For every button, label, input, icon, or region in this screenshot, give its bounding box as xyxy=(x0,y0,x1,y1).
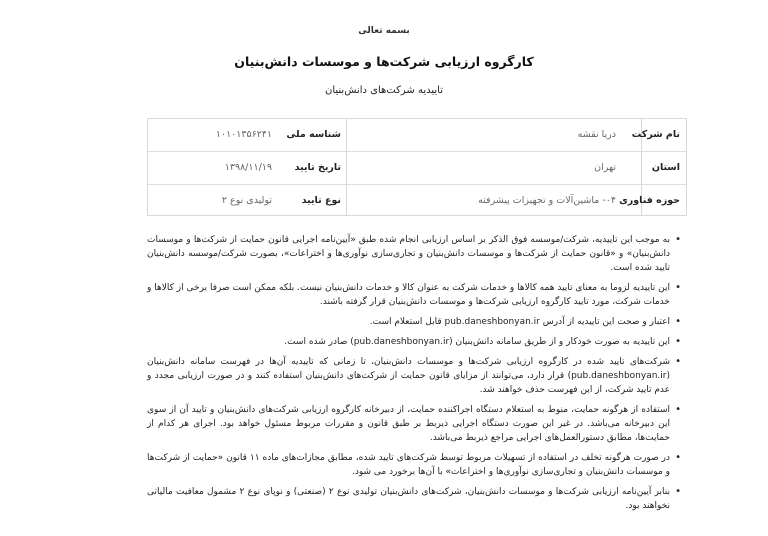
note-item: • بنابر آیین‌نامه ارزیابی شرکت‌ها و موسسات دانش‌بنیان، شرکت‌های دانش‌بنیان تولیدی نوع ۲ (صنعتی) و نوپای نوع ۲ مشمول معافیت مالیاتی نخواهند بود. xyxy=(147,485,681,513)
column-divider xyxy=(346,119,347,215)
note-item: • این تاییدیه لزوما به معنای تایید همه کالاها و خدمات شرکت به عنوان کالا و خدمات دانش‌بنیان نیست. بلکه ممکن است صرفا برخی از کالاها و خدمات شرکت، مورد تایید کارگروه ارزیابی شرکت‌ها و موسسات دانش‌بنیان قرار گرفته باشند. xyxy=(147,281,681,309)
company-name-label: نام شرکت xyxy=(631,129,680,140)
note-item: • در صورت هرگونه تخلف در استفاده از تسهیلات مربوط توسط شرکت‌های تایید شده، مطابق مجازات‌های ماده ۱۱ قانون «حمایت از شرکت‌ها و موسسات دانش‌بنیان و تجاری‌سازی نوآوری‌ها و اختراعات» با آن‌ها برخورد می شود. xyxy=(147,451,681,479)
province-value: تهران xyxy=(594,162,616,173)
notes-list xyxy=(147,233,681,519)
national-id-label: شناسه ملی xyxy=(286,129,341,140)
tech-field-value: ۰۴- ماشین‌آلات و تجهیزات پیشرفته xyxy=(478,195,616,206)
note-item: • به موجب این تاییدیه، شرکت/موسسه فوق الذکر بر اساس ارزیابی انجام شده طبق «آیین‌نامه اجرایی قانون حمایت از شرکت‌ها و موسسات دانش‌بنیان» و «قانون حمایت از شرکت‌ها و موسسات دانش‌بنیان و تجاری‌سازی نوآوری‌ها و اختراعات»، بصورت شرکت/موسسه دانش‌بنیان تایید شده است. xyxy=(147,233,681,275)
province-label: استان xyxy=(651,162,680,173)
company-info-table xyxy=(147,118,687,216)
approval-type-value: تولیدی نوع ۲ xyxy=(221,195,272,206)
approval-date-label: تاریخ تایید xyxy=(294,162,341,173)
row-divider xyxy=(148,151,686,152)
national-id-value: ۱۰۱۰۱۳۵۶۲۴۱ xyxy=(215,129,272,140)
approval-date-value: ۱۳۹۸/۱۱/۱۹ xyxy=(224,162,272,173)
approval-type-label: نوع تایید xyxy=(301,195,341,206)
note-item: • این تاییدیه به صورت خودکار و از طریق سامانه دانش‌بنیان (pub.daneshbonyan.ir) صادر شده است. xyxy=(147,335,681,349)
page-subtitle: تاییدیه شرکت‌های دانش‌بنیان xyxy=(325,85,443,96)
note-item: • اعتبار و صحت این تاییدیه از آدرس pub.daneshbonyan.ir قابل استعلام است. xyxy=(147,315,681,329)
note-item: • شرکت‌های تایید شده در کارگروه ارزیابی شرکت‌ها و موسسات دانش‌بنیان، تا زمانی که تاییدیه آن‌ها در فهرست سامانه دانش‌بنیان (pub.daneshbonyan.ir) قرار دارد، می‌توانند از مزایای قانون حمایت از شرکت‌های دانش‌بنیان استفاده کنند و در صورت ارزیابی مجدد و عدم تایید شرکت، از این فهرست حذف خواهند شد. xyxy=(147,355,681,397)
tech-field-label: حوزه فناوری xyxy=(619,195,680,206)
row-divider xyxy=(148,184,686,185)
page-title: کارگروه ارزیابی شرکت‌ها و موسسات دانش‌بنیان xyxy=(234,54,534,69)
company-name-value: دریا نقشه xyxy=(577,129,616,140)
note-item: • استفاده از هرگونه حمایت، منوط به استعلام دستگاه اجراکننده حمایت، از دبیرخانه کارگروه ارزیابی شرکت‌های دانش‌بنیان و تایید آن از سوی این دبیرخانه می‌باشد. در غیر این صورت دستگاه اجرایی ذیربط بر طبق قانون و مقررات مربوط مسئول خواهد بود. اجرای هر کدام از حمایت‌ها، مطابق دستورالعمل‌های اجرایی مراجع ذیربط می‌باشد. xyxy=(147,403,681,445)
bismillah-heading: بسمه تعالی xyxy=(358,26,410,36)
